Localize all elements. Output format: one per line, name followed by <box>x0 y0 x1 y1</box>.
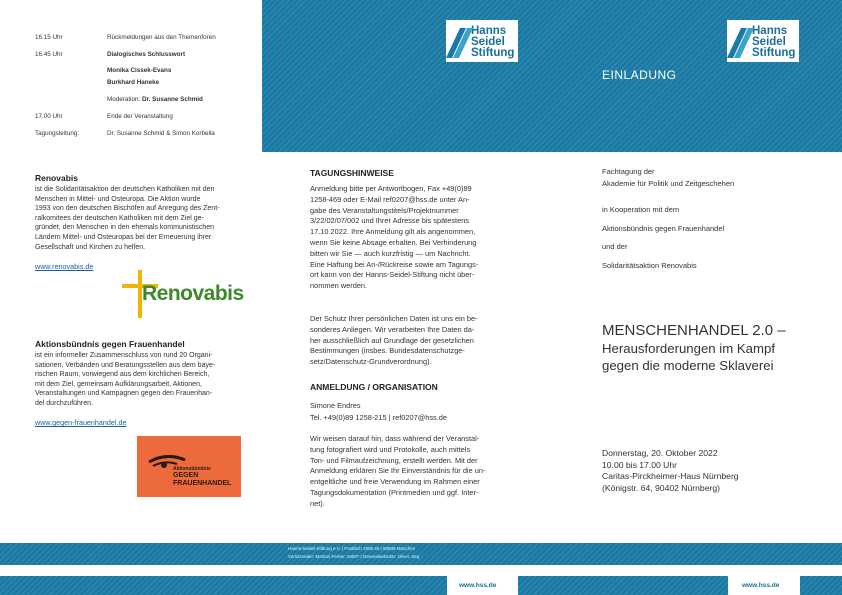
footer-board: Vorsitzender: Markus Ferber, MdEP | Generalsekretär: Oliver Jörg <box>288 554 420 559</box>
aktionsbuendnis-description <box>35 351 250 409</box>
logo-line: Hanns <box>752 25 788 37</box>
hss-logo-right <box>731 26 795 59</box>
event-title <box>602 322 786 374</box>
event-details <box>602 448 739 494</box>
text-line: Anmeldung bitte per Antwortbogen, Fax +49(0)89 <box>310 184 472 193</box>
logo-line: Seidel <box>471 36 505 48</box>
schedule-desc: Dr. Susanne Schmid & Simon Korbella <box>107 130 215 137</box>
text-line: nommen werden. <box>310 281 368 291</box>
text-line: ralkomitees der deutschen Katholiken mit dem Ziel ge- <box>35 214 204 222</box>
text-line: 3/22/02/07/002 und Ihrer Adresse bis spätestens <box>310 216 470 226</box>
text-line: sonderes Anliegen. Wir verarbeiten Ihre Daten da- <box>310 324 475 334</box>
text-line: mit dem Ziel, gemeinsam Aufklärungsarbeit, Aktionen, <box>35 380 202 388</box>
anmeldung-name: Simone Endres <box>310 401 361 410</box>
bottom-stripe-left <box>0 576 447 595</box>
text-line: ist die Solidaritätsaktion der deutschen Katholiken mit den <box>35 186 215 193</box>
text-line: tung fotografiert wird und Protokolle, auch mittels <box>310 444 471 454</box>
aktion-logo-big: GEGEN <box>173 472 199 479</box>
schedule-desc: Ende der Veranstaltung <box>107 113 173 120</box>
renovabis-description <box>35 185 250 252</box>
hss-logo-middle <box>450 26 514 59</box>
moderation-prefix: Moderation: <box>107 96 143 103</box>
schedule-time: 16.15 Uhr <box>35 34 63 41</box>
text-line: Ländern Mittel- und Osteuropas bei der Erneuerung ihrer <box>35 233 212 241</box>
footer-address: Hanns-Seidel-Stiftung e.V. | Postfach 1908 46 | 80608 München <box>288 546 416 551</box>
renovabis-link[interactable]: www.renovabis.de <box>35 262 94 271</box>
schedule-desc: Rückmeldungen aus den Themenforen <box>107 34 216 41</box>
event-time: 10.00 bis 17.00 Uhr <box>602 459 678 470</box>
kooperation-und: und der <box>602 242 628 251</box>
text-line: 17.10.2022. Ihre Anmeldung gilt als angenommen, <box>310 227 476 237</box>
text-line: gabe des Veranstaltungstitels/Projektnummer <box>310 205 459 215</box>
text-line: ort kann von der Hanns-Seidel-Stiftung nicht über- <box>310 270 475 280</box>
fachtagung-line-1: Fachtagung der <box>602 167 655 176</box>
text-line: her ausschließlich auf Grundlage der gesetzlichen <box>310 335 474 345</box>
hinweise-paragraph-1 <box>310 184 518 292</box>
text-line: setz/Datenschutz-Grundverordnung). <box>310 357 432 367</box>
anmeldung-paragraph <box>310 434 518 510</box>
schedule-time: 17.00 Uhr <box>35 113 63 120</box>
aktionsbuendnis-link[interactable]: www.gegen-frauenhandel.de <box>35 418 127 427</box>
title-line-3: gegen die moderne Sklaverei <box>602 358 774 373</box>
renovabis-logo <box>122 270 242 318</box>
moderation-name: Dr. Susanne Schmid <box>142 96 203 103</box>
text-line: 1993 von den deutschen Bischöfen auf Anregung des Zent- <box>35 205 220 213</box>
text-line: Veranstaltungen und Kampagnen gegen den Frauenhan- <box>35 390 213 398</box>
aktionsbuendnis-logo <box>137 436 241 497</box>
text-line: net). <box>310 498 325 508</box>
text-line: Bestimmungen (insbes. Bundesdatenschutzge- <box>310 346 465 356</box>
schedule-desc: Burkhard Haneke <box>107 79 160 86</box>
renovabis-heading: Renovabis <box>35 173 78 183</box>
text-line: gründet, den Menschen in den ehemals kommunistischen <box>35 224 214 232</box>
anmeldung-contact: Tel. +49(0)89 1258-215 | ref0207@hss.de <box>310 413 448 422</box>
aktion-logo-small: Aktionsbündnis <box>173 466 211 472</box>
text-line: Tagungsdokumentation (Printmedien und ggf. Inter- <box>310 487 479 497</box>
text-line: del durchzuführen. <box>35 399 93 407</box>
text-line: bitten wir Sie — auch kurzfristig — um Nachricht. <box>310 248 471 258</box>
schedule-time: 16.45 Uhr <box>35 51 63 58</box>
schedule-desc: Monika Cissek-Evans <box>107 67 172 74</box>
schedule-time: Tagungsleitung: <box>35 130 80 137</box>
kooperation-partner-1: Aktionsbündnis gegen Frauenhandel <box>602 224 725 233</box>
hss-logo-mark-icon <box>731 28 749 58</box>
event-venue: Caritas-Pirckheimer-Haus Nürnberg <box>602 471 739 481</box>
event-date: Donnerstag, 20. Oktober 2022 <box>602 448 718 458</box>
logo-line: Stiftung <box>752 47 796 59</box>
einladung-label: EINLADUNG <box>602 68 677 82</box>
schedule-desc: Dialogisches Schlusswort <box>107 51 186 58</box>
fachtagung-line-2: Akademie für Politik und Zeitgeschehen <box>602 179 735 188</box>
title-line-1: MENSCHENHANDEL 2.0 – <box>602 322 786 339</box>
text-line: Ton- und Filmaufzeichnung, erstellt werden. Mit der <box>310 455 478 465</box>
event-address: (Königstr. 64, 90402 Nürnberg) <box>602 482 720 493</box>
aktion-logo-big: FRAUENHANDEL <box>173 479 232 487</box>
aktionsbuendnis-heading: Aktionsbündnis gegen Frauenhandel <box>35 339 185 349</box>
text-line: entgeltliche und freie Verwendung im Rahmen einer <box>310 477 480 487</box>
renovabis-logo-word: Renovabis <box>142 282 244 305</box>
text-line: Anmeldung erklären Sie Ihr Einverständnis für die un- <box>310 466 486 476</box>
hss-logo-mark-icon <box>450 28 468 58</box>
bottom-stripe-middle <box>518 576 728 595</box>
text-line: Menschen in Mittel- und Osteuropa. Die Aktion wurde <box>35 195 201 203</box>
text-line: Gesellschaft und Kirchen zu helfen. <box>35 243 146 251</box>
logo-line: Seidel <box>752 36 786 48</box>
kooperation-partner-2: Solidaritätsaktion Renovabis <box>602 261 697 270</box>
text-line: Der Schutz Ihrer persönlichen Daten ist uns ein be- <box>310 314 478 323</box>
bottom-stripe-right <box>800 576 842 595</box>
text-line: ist ein informeller Zusammenschluss von rund 20 Organi- <box>35 352 213 359</box>
footer-stripe-band <box>0 543 842 565</box>
kooperation-line: in Kooperation mit dem <box>602 205 680 214</box>
text-line: sationen, Verbänden und Beratungsstellen aus dem baye- <box>35 361 216 369</box>
hss-url-link[interactable]: www.hss.de <box>459 582 497 589</box>
logo-line: Hanns <box>471 25 507 37</box>
hss-url-link[interactable]: www.hss.de <box>742 582 780 589</box>
text-line: 1258-469 oder E-Mail ref0207@hss.de unter An- <box>310 194 470 204</box>
text-line: Wir weisen darauf hin, dass während der Veranstal- <box>310 434 480 443</box>
text-line: rischen Raum, vorwiegend aus dem kirchlichen Bereich, <box>35 371 210 379</box>
hinweise-paragraph-2 <box>310 314 518 368</box>
text-line: wenn Sie keine Absage erhalten. Bei Verhinderung <box>310 237 477 247</box>
anmeldung-heading: ANMELDUNG / ORGANISATION <box>310 382 438 392</box>
title-line-2: Herausforderungen im Kampf <box>602 341 775 356</box>
text-line: Eine Haftung bei An-/Rückreise sowie am Tagungs- <box>310 259 479 269</box>
hinweise-heading: TAGUNGSHINWEISE <box>310 168 394 178</box>
logo-line: Stiftung <box>471 47 515 59</box>
